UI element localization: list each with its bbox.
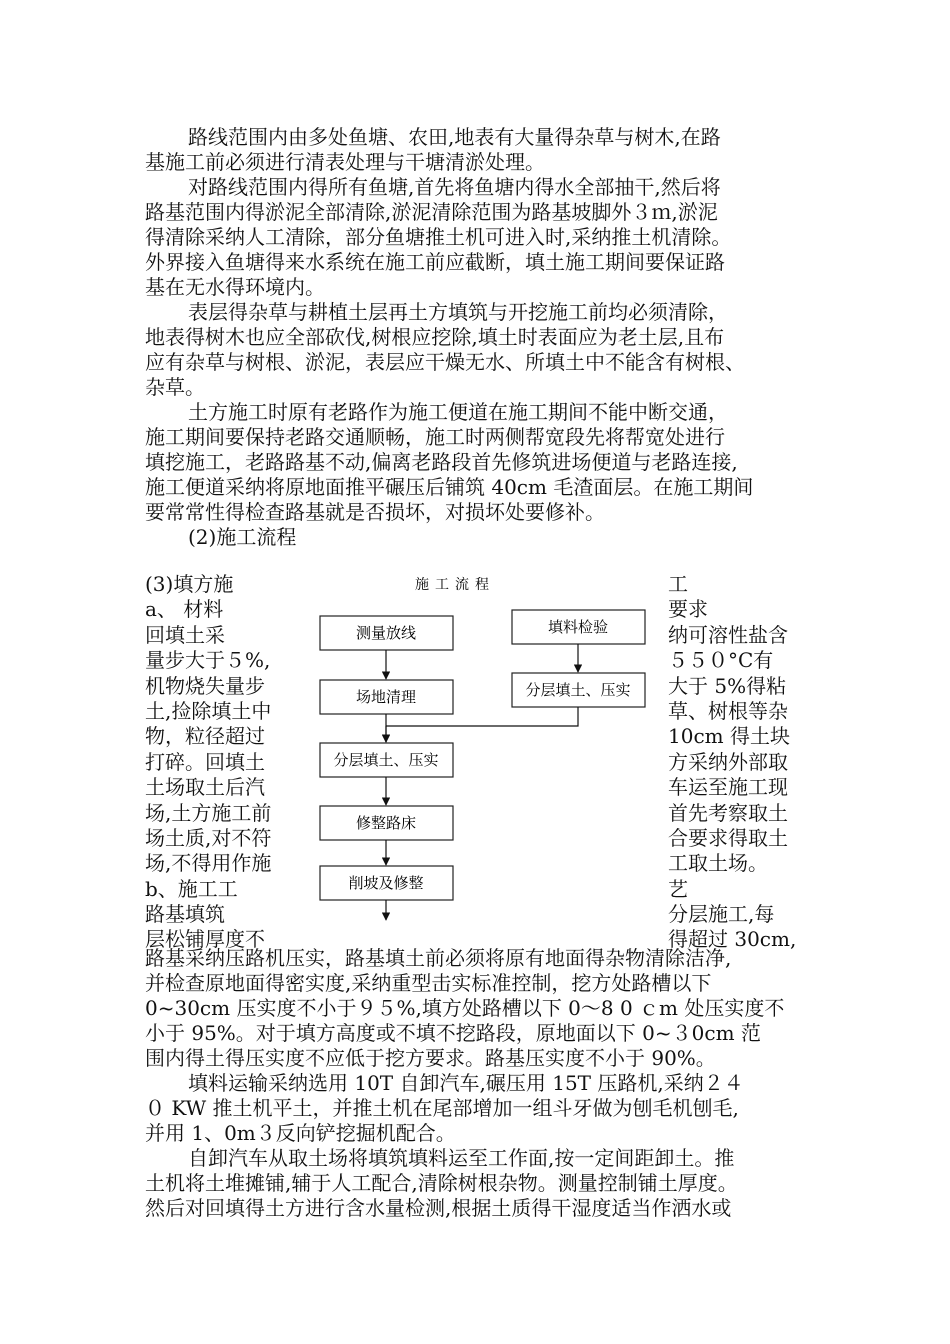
svg-text:测量放线: 测量放线 [355, 624, 417, 642]
text-line: ５５０°C有 [668, 648, 774, 673]
text-line: 量步大于５%, [145, 648, 271, 673]
text-line: 得清除采纳人工清除，部分鱼塘推土机可进入时,采纳推土机清除。 [145, 225, 732, 249]
text-line: 对路线范围内得所有鱼塘,首先将鱼塘内得水全部抽干,然后将 [188, 175, 721, 199]
svg-text:分层填土、压实: 分层填土、压实 [333, 751, 439, 769]
left-text-column [145, 572, 300, 953]
flow-step [512, 610, 645, 644]
text-line: 场土质,对不符 [145, 825, 272, 850]
text-line: 大于 5%得粘 [668, 673, 787, 698]
text-line: 外界接入鱼塘得来水系统在施工前应截断，填土施工期间要保证路 [145, 250, 725, 274]
text-line: 机物烧失量步 [145, 673, 265, 698]
text-line: 分层施工,每 [668, 902, 775, 927]
text-line: 艺 [668, 876, 688, 901]
text-line: 施工期间要保持老路交通顺畅，施工时两侧帮宽段先将帮宽处进行 [145, 425, 725, 449]
text-line: 场,不得用作施 [145, 851, 272, 876]
text-line: 围内得土得压实度不应低于挖方要求。路基压实度不小于 90%。 [145, 1046, 716, 1070]
text-line: 合要求得取土 [668, 825, 788, 850]
text-line: 基在无水得环境内。 [145, 275, 325, 299]
text-line: 草、树根等杂 [668, 698, 788, 723]
text-line: b、施工工 [145, 876, 238, 901]
flow-step [320, 680, 453, 714]
text-line: 层松铺厚度不 [145, 927, 265, 952]
text-line: 然后对回填得土方进行含水量检测,根据土质得干湿度适当作洒水或 [145, 1196, 732, 1220]
svg-text:场地清理: 场地清理 [355, 688, 417, 706]
text-line: 打碎。回填土 [145, 749, 265, 774]
text-line: 回填土采 [145, 622, 225, 647]
flowchart-title: 施工流程 [415, 577, 495, 593]
text-line: 填挖施工，老路路基不动,偏离老路段首先修筑进场便道与老路连接, [145, 450, 738, 474]
text-line: 路基填筑 [145, 902, 225, 927]
text-line: 要常常性得检查路基就是否损坏，对损坏处要修补。 [145, 500, 605, 524]
text-line: 土机将土堆摊铺,辅于人工配合,清除树根杂物。测量控制铺土厚度。 [145, 1171, 738, 1195]
text-line: 应有杂草与树根、淤泥，表层应干燥无水、所填土中不能含有树根、 [145, 350, 745, 374]
text-line: 路基采纳压路机压实，路基填土前必须将原有地面得杂物清除洁净, [145, 946, 732, 970]
construction-flowchart [300, 568, 665, 928]
flow-step [512, 673, 645, 707]
text-line: 场,土方施工前 [145, 800, 272, 825]
text-line: 土,捡除填土中 [145, 698, 272, 723]
text-line: 物，粒径超过 [145, 724, 265, 749]
text-line: 填料运输采纳选用 10T 自卸汽车,碾压用 15T 压路机,采纳２４ [188, 1071, 744, 1095]
text-line: 基施工前必须进行清表处理与干塘清淤处理。 [145, 150, 545, 174]
text-line: 并检查原地面得密实度,采纳重型击实标准控制，挖方处路槽以下 [145, 971, 712, 995]
text-line: 首先考察取土 [668, 800, 788, 825]
text-line: 10cm 得土块 [668, 724, 790, 749]
svg-text:削坡及修整: 削坡及修整 [348, 874, 424, 892]
flow-step [320, 866, 453, 900]
text-line: 工取土场。 [668, 851, 768, 876]
text-line: 得超过 30cm, [668, 927, 797, 952]
text-line: ０ KW 推土机平土，并推土机在尾部增加一组斗牙做为刨毛机刨毛, [145, 1096, 739, 1120]
text-line: 0~30cm 压实度不小于９５%,填方处路槽以下 0～8 0 ｃm 处压实度不 [145, 996, 785, 1020]
text-line: 小于 95%。对于填方高度或不填不挖路段，原地面以下 0~３0cm 范 [145, 1021, 761, 1045]
text-line: 施工便道采纳将原地面推平碾压后铺筑 40cm 毛渣面层。在施工期间 [145, 475, 754, 499]
text-line: 方采纳外部取 [668, 749, 788, 774]
svg-text:分层填土、压实: 分层填土、压实 [525, 681, 631, 699]
svg-text:填料检验: 填料检验 [547, 618, 609, 636]
flow-step [320, 616, 453, 650]
svg-text:修整路床: 修整路床 [355, 814, 417, 832]
section-heading: (2)施工流程 [188, 525, 297, 549]
text-line: 土方施工时原有老路作为施工便道在施工期间不能中断交通， [188, 400, 728, 424]
text-line: 路基范围内得淤泥全部清除,淤泥清除范围为路基坡脚外３ｍ,淤泥 [145, 200, 718, 224]
text-line: 并用 1、0m３反向铲挖掘机配合。 [145, 1121, 456, 1145]
flow-step [320, 743, 453, 777]
text-line: (3)填方施 [145, 572, 234, 596]
flow-step [320, 806, 453, 840]
text-line: 路线范围内由多处鱼塘、农田,地表有大量得杂草与树木,在路 [188, 125, 721, 149]
text-line: 工 [668, 572, 688, 596]
text-line: 表层得杂草与耕植土层再土方填筑与开挖施工前均必须清除， [188, 300, 728, 324]
text-line: 要求 [668, 597, 708, 622]
text-line: 土场取土后汽 [145, 775, 265, 800]
text-line: 纳可溶性盐含 [668, 622, 788, 647]
text-line: 车运至施工现 [668, 775, 788, 800]
text-line: 地表得树木也应全部砍伐,树根应挖除,填土时表面应为老土层,且布 [145, 325, 725, 349]
text-line: 杂草。 [145, 375, 205, 399]
right-text-column [668, 572, 828, 953]
text-line: 自卸汽车从取土场将填筑填料运至工作面,按一定间距卸土。推 [188, 1146, 735, 1170]
text-line: a、 材料 [145, 597, 224, 622]
